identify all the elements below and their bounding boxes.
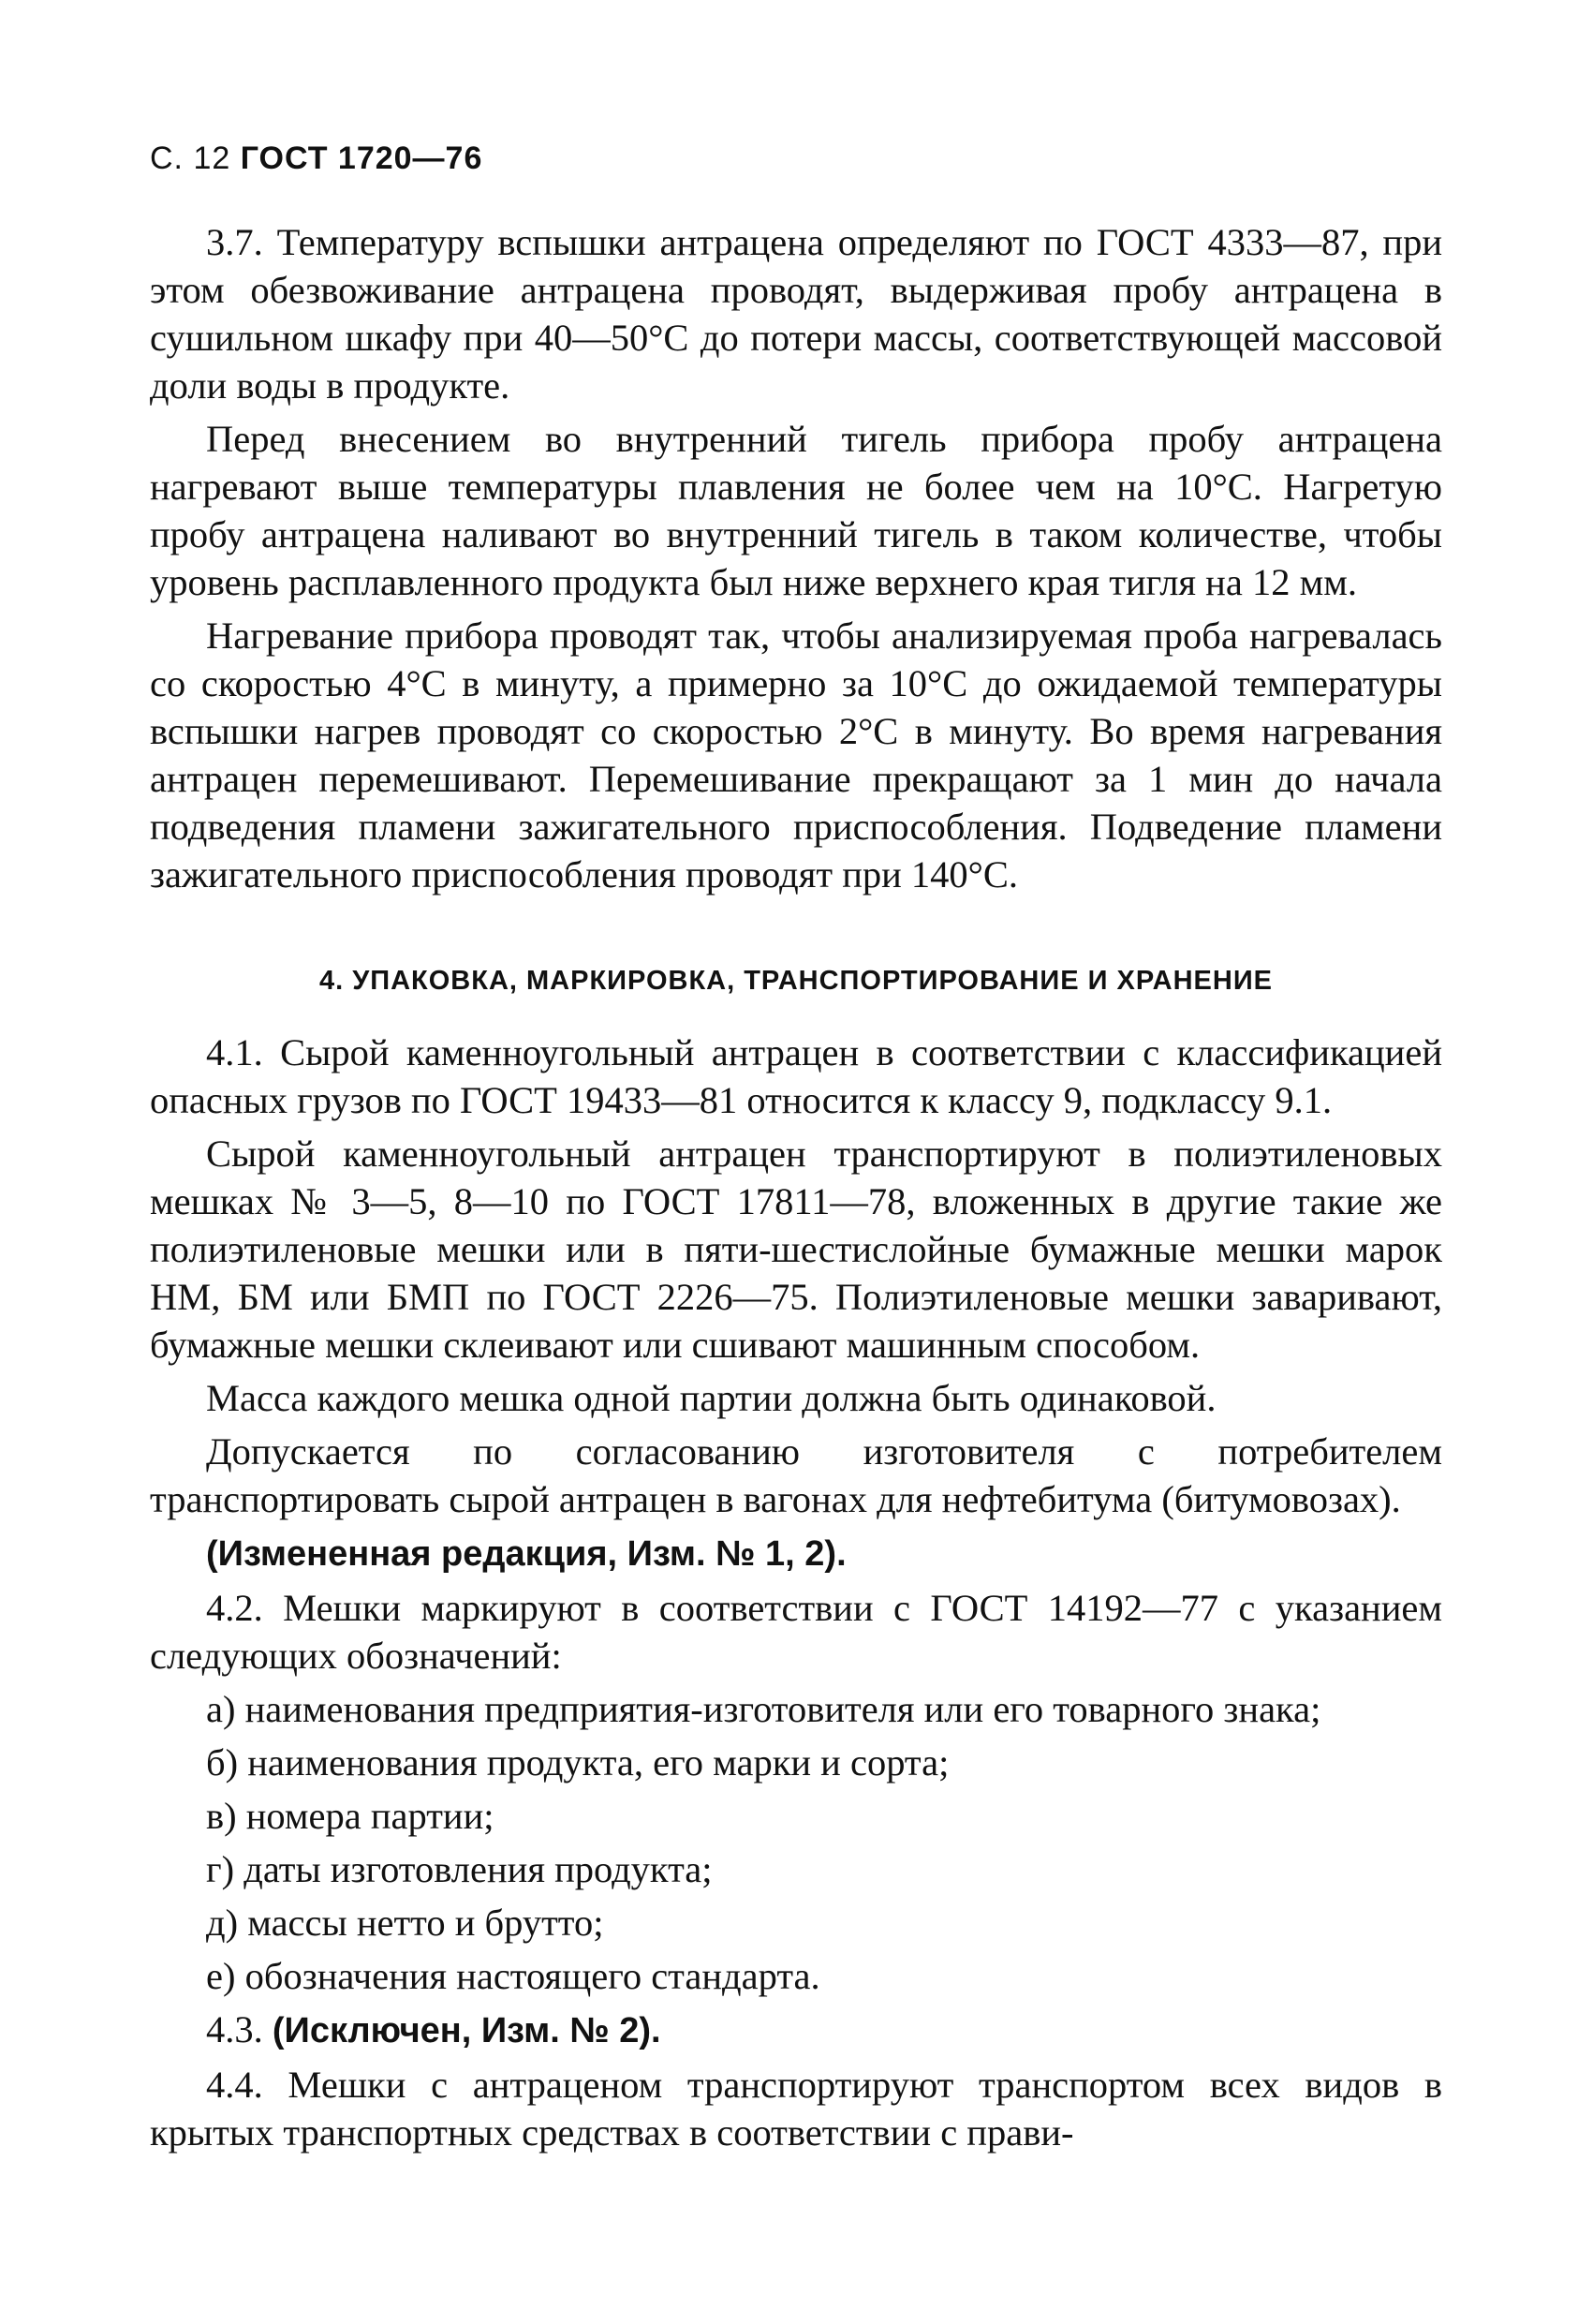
amendment-note [150, 1529, 1442, 1578]
paragraph-4-1: 4.1. Сырой каменноугольный антрацен в соответствии с классификацией опасных грузов по ГОСТ 19433—81 относится к классу 9, подклассу 9.1. [150, 1031, 1442, 1121]
paragraph-4-4: 4.4. Мешки с антраценом транспортируют транспортом всех видов в крытых транспортных средствах в соответствии с прави- [150, 2064, 1442, 2154]
document-page [150, 141, 1442, 2162]
list-item-d: д) массы нетто и брутто; [206, 1902, 604, 1944]
standard-code: ГОСТ 1720—76 [240, 141, 483, 176]
paragraph-3-7-sample-prep: Перед внесением во внутренний тигель прибора пробу антрацена нагревают выше температуры плавления не более чем на 10°С. Нагретую пробу антрацена наливают во внутренний тигель в таком количестве, чтобы уровень расплавленного продукта был ниже верхнего края тигля на 12 мм. [150, 418, 1442, 603]
paragraph-4-1-transport: Сырой каменноугольный антрацен транспортируют в полиэтиленовых мешках № 3—5, 8—10 по ГОСТ 17811—78, вложенных в другие такие же полиэтиленовые мешки или в пяти-шестислойные бумажные мешки марок НМ, БМ или БМП по ГОСТ 2226—75. Полиэтиленовые мешки заваривают, бумажные мешки склеивают или сшивают машинным способом. [150, 1132, 1442, 1366]
paragraph-4-1-mass: Масса каждого мешка одной партии должна быть одинаковой. [206, 1377, 1217, 1419]
amendment-text: (Измененная редакция, Изм. № 1, 2). [206, 1534, 847, 1574]
list-item-a: а) наименования предприятия-изготовителя или его товарного знака; [206, 1688, 1321, 1730]
list-item-e: е) обозначения настоящего стандарта. [206, 1955, 820, 1997]
paragraph-4-3-number: 4.3. [206, 2008, 263, 2050]
section-heading: 4. УПАКОВКА, МАРКИРОВКА, ТРАНСПОРТИРОВАНИЕ И ХРАНЕНИЕ [318, 966, 1274, 996]
list-item-v: в) номера партии; [206, 1795, 494, 1837]
list-item-g: г) даты изготовления продукта; [206, 1848, 713, 1890]
paragraph-4-3 [150, 2006, 1442, 2055]
list-item-b: б) наименования продукта, его марки и сорта; [206, 1741, 950, 1784]
paragraph-4-1-wagons: Допускается по согласованию изготовителя с потребителем транспортировать сырой антрацен в вагонах для нефтебитума (битумовозах). [150, 1430, 1442, 1520]
running-header [150, 141, 1442, 177]
paragraph-4-3-excluded: (Исключен, Изм. № 2). [272, 2011, 661, 2050]
paragraph-3-7-heating: Нагревание прибора проводят так, чтобы анализируемая проба нагревалась со скоростью 4°С в минуту, а примерно за 10°С до ожидаемой температуры вспышки нагрев проводят со скоростью 2°С в минуту. Во время нагревания антрацен перемешивают. Перемешивание прекращают за 1 мин до начала подведения пламени зажигательного приспособления. Подведение пламени зажигательного приспособления проводят при 140°С. [150, 614, 1442, 896]
paragraph-3-7: 3.7. Температуру вспышки антрацена определяют по ГОСТ 4333—87, при этом обезвоживание антрацена проводят, выдерживая пробу антрацена в сушильном шкафу при 40—50°С до потери массы, соответствующей массовой доли воды в продукте. [150, 221, 1442, 407]
page-number: С. 12 [150, 141, 231, 176]
paragraph-4-2: 4.2. Мешки маркируют в соответствии с ГОСТ 14192—77 с указанием следующих обозначений: [150, 1587, 1442, 1677]
